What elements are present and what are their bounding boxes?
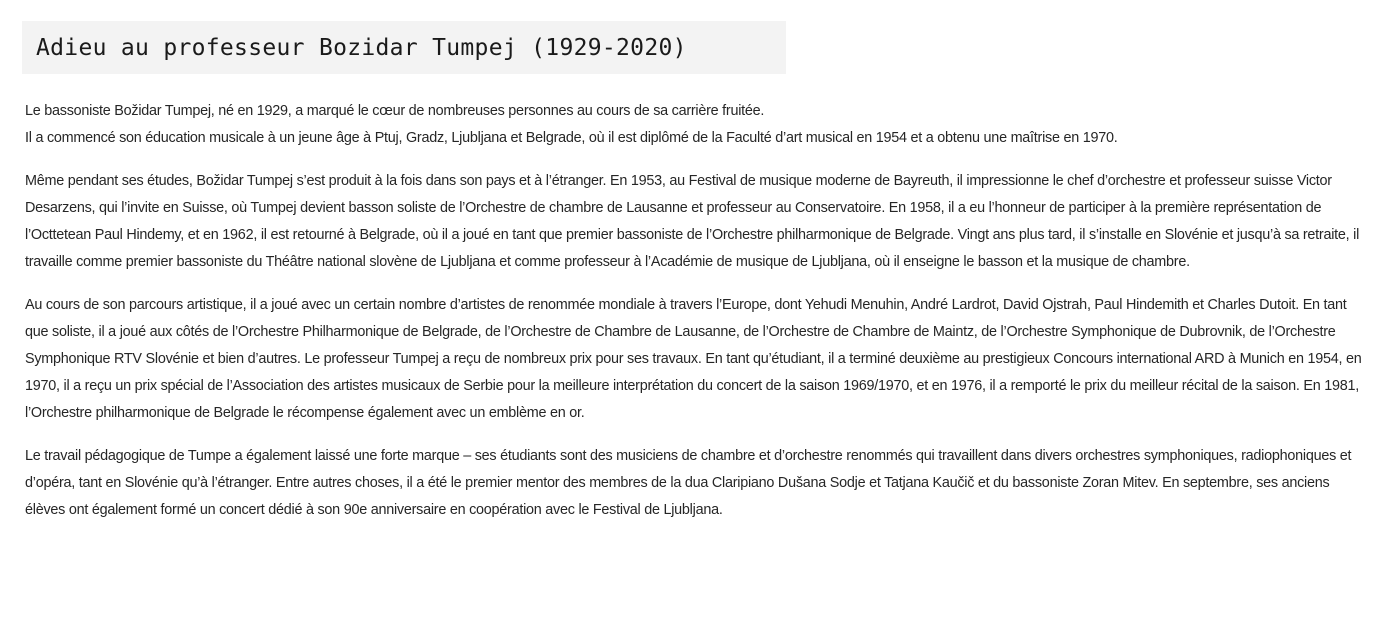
title-banner (22, 21, 786, 74)
paragraph-line: Il a commencé son éducation musicale à un jeune âge à Ptuj, Gradz, Ljubljana et Belgrade, où il est diplômé de la Faculté d’art musical en 1954 et a obtenu une maîtrise en 1970. (25, 130, 1118, 146)
article-body (25, 98, 1370, 540)
paragraph-intro (25, 98, 1370, 152)
paragraph-teaching: Le travail pédagogique de Tumpe a également laissé une forte marque – ses étudiants sont des musiciens de chambre et d’orchestre renommés qui travaillent dans divers orchestres symphoniques, radiophoniques et d’opéra, tant en Slovénie qu’à l’étranger. Entre autres choses, il a été le premier mentor des membres de la dua Claripiano Dušana Sodje et Tatjana Kaučič et du bassoniste Zoran Mitev. En septembre, ses anciens élèves ont également formé un concert dédié à son 90e anniversaire en coopération avec le Festival de Ljubljana. (25, 448, 1352, 518)
paragraph-career: Même pendant ses études, Božidar Tumpej s’est produit à la fois dans son pays et à l’étranger. En 1953, au Festival de musique moderne de Bayreuth, il impressionne le chef d’orchestre et professeur suisse Victor Desarzens, qui l’invite en Suisse, où Tumpej devient basson soliste de l’Orchestre de chambre de Lausanne et professeur au Conservatoire. En 1958, il a eu l’honneur de participer à la première représentation de l’Octtetean Paul Hindemy, et en 1962, il est retourné à Belgrade, où il a joué en tant que premier bassoniste de l’Orchestre philharmonique de Belgrade. Vingt ans plus tard, il s’installe en Slovénie et jusqu’à sa retraite, il travaille comme premier bassoniste du Théâtre national slovène de Ljubljana et comme professeur à l’Académie de musique de Ljubljana, où il enseigne le basson et la musique de chambre. (25, 173, 1360, 270)
paragraph-artistic-path: Au cours de son parcours artistique, il a joué avec un certain nombre d’artistes de renommée mondiale à travers l’Europe, dont Yehudi Menuhin, André Lardrot, David Ojstrah, Paul Hindemith et Charles Dutoit. En tant que soliste, il a joué aux côtés de l’Orchestre Philharmonique de Belgrade, de l’Orchestre de Chambre de Lausanne, de l’Orchestre de Chambre de Maintz, de l’Orchestre Symphonique de Dubrovnik, de l’Orchestre Symphonique RTV Slovénie et bien d’autres. Le professeur Tumpej a reçu de nombreux prix pour ses travaux. En tant qu’étudiant, il a terminé deuxième au prestigieux Concours international ARD à Munich en 1954, en 1970, il a reçu un prix spécial de l’Association des artistes musicaux de Serbie pour la meilleure interprétation du concert de la saison 1969/1970, et en 1976, il a remporté le prix du meilleur récital de la saison. En 1981, l’Orchestre philharmonique de Belgrade le récompense également avec un emblème en or. (25, 297, 1362, 421)
article-title: Adieu au professeur Bozidar Tumpej (1929-2020) (36, 34, 687, 61)
paragraph-line: Le bassoniste Božidar Tumpej, né en 1929, a marqué le cœur de nombreuses personnes au cours de sa carrière fruitée. (25, 103, 765, 119)
